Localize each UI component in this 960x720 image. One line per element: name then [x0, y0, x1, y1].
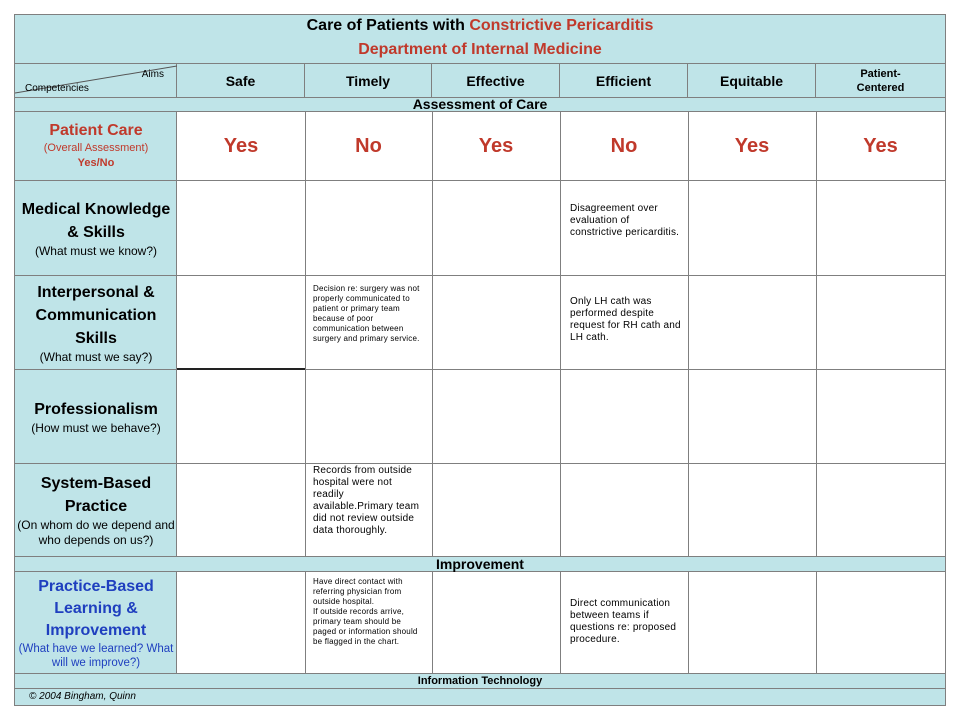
department-title: Department of Internal Medicine	[358, 41, 602, 58]
col-divider	[305, 572, 306, 673]
assessment-timely: No	[355, 134, 382, 157]
rowhead-sub: (How must we behave?)	[31, 420, 161, 435]
assessment-safe: Yes	[223, 134, 259, 157]
note-medical-efficient: Disagreement over evaluation of constrictive pericarditis.	[570, 203, 680, 238]
rowhead-sub2: Yes/No	[77, 157, 115, 169]
note-interpersonal-efficient: Only LH cath was performed despite request for RH cath and LH cath.	[570, 296, 681, 343]
competencies-label: Competencies	[25, 83, 89, 94]
rowhead-professionalism	[18, 370, 174, 463]
rowhead-title: System-Based Practice	[40, 475, 152, 515]
aim-safe: Safe	[177, 64, 305, 97]
note-system-timely: Records from outside hospital were not readily available.Primary team did not review outside data thoroughly.	[313, 465, 420, 536]
col-divider	[688, 572, 689, 673]
rowhead-title: Medical Knowledge & Skills	[21, 200, 171, 241]
note-interpersonal-timely: Decision re: surgery was not properly communicated to patient or primary team because of poor communication between surgery and primary service.	[313, 284, 420, 343]
rowhead-title: Practice-Based Learning & Improvement	[38, 577, 154, 639]
title-prefix: Care of Patients with	[306, 17, 470, 34]
copyright: © 2004 Bingham, Quinn	[29, 691, 136, 702]
aims-label: Aims	[141, 69, 164, 80]
aim-effective: Effective	[432, 64, 560, 97]
rowhead-sub: (Overall Assessment)	[43, 142, 149, 154]
rowhead-title: Patient Care	[49, 122, 143, 139]
rowhead-medical-knowledge	[18, 181, 174, 275]
note-practice-efficient: Direct communication between teams if questions re: proposed procedure.	[570, 598, 677, 645]
title-highlight: Constrictive Pericarditis	[469, 17, 654, 34]
assessment-effective: Yes	[478, 134, 514, 157]
row-divider-thick	[177, 368, 305, 370]
rowhead-sub: (On whom do we depend and who depends on us?)	[17, 518, 175, 547]
aim-timely: Timely	[305, 64, 432, 97]
aim-patient-centered: Patient- Centered	[856, 67, 905, 94]
assessment-patient-centered: Yes	[863, 134, 898, 157]
col-divider	[816, 572, 817, 673]
rowhead-system-based	[16, 464, 176, 556]
page-title	[14, 17, 946, 35]
rowhead-patient-care	[15, 112, 177, 180]
rowhead-practice-based	[16, 572, 176, 673]
col-divider	[432, 572, 433, 673]
col-divider	[560, 572, 561, 673]
section-improvement: Improvement	[15, 556, 945, 572]
aim-equitable: Equitable	[688, 64, 816, 97]
rowhead-title: Professionalism	[34, 400, 158, 418]
section-assessment: Assessment of Care	[15, 97, 945, 112]
assessment-efficient: No	[610, 134, 638, 157]
rowhead-title: Interpersonal & Communication Skills	[35, 283, 157, 347]
rowhead-interpersonal	[18, 276, 174, 369]
rowhead-sub: (What must we say?)	[39, 349, 153, 364]
aim-efficient: Efficient	[560, 64, 688, 97]
note-practice-timely: Have direct contact with referring physician from outside hospital. If outside records arrive, primary team should be paged or information should be flagged in the chart.	[313, 577, 418, 646]
assessment-equitable: Yes	[734, 134, 770, 157]
rowhead-sub: (What must we know?)	[34, 243, 158, 258]
section-information-technology: Information Technology	[15, 673, 945, 689]
rowhead-sub: (What have we learned? What will we improve?)	[18, 642, 174, 669]
corner-cell	[15, 64, 177, 97]
copyright-band	[15, 689, 945, 705]
